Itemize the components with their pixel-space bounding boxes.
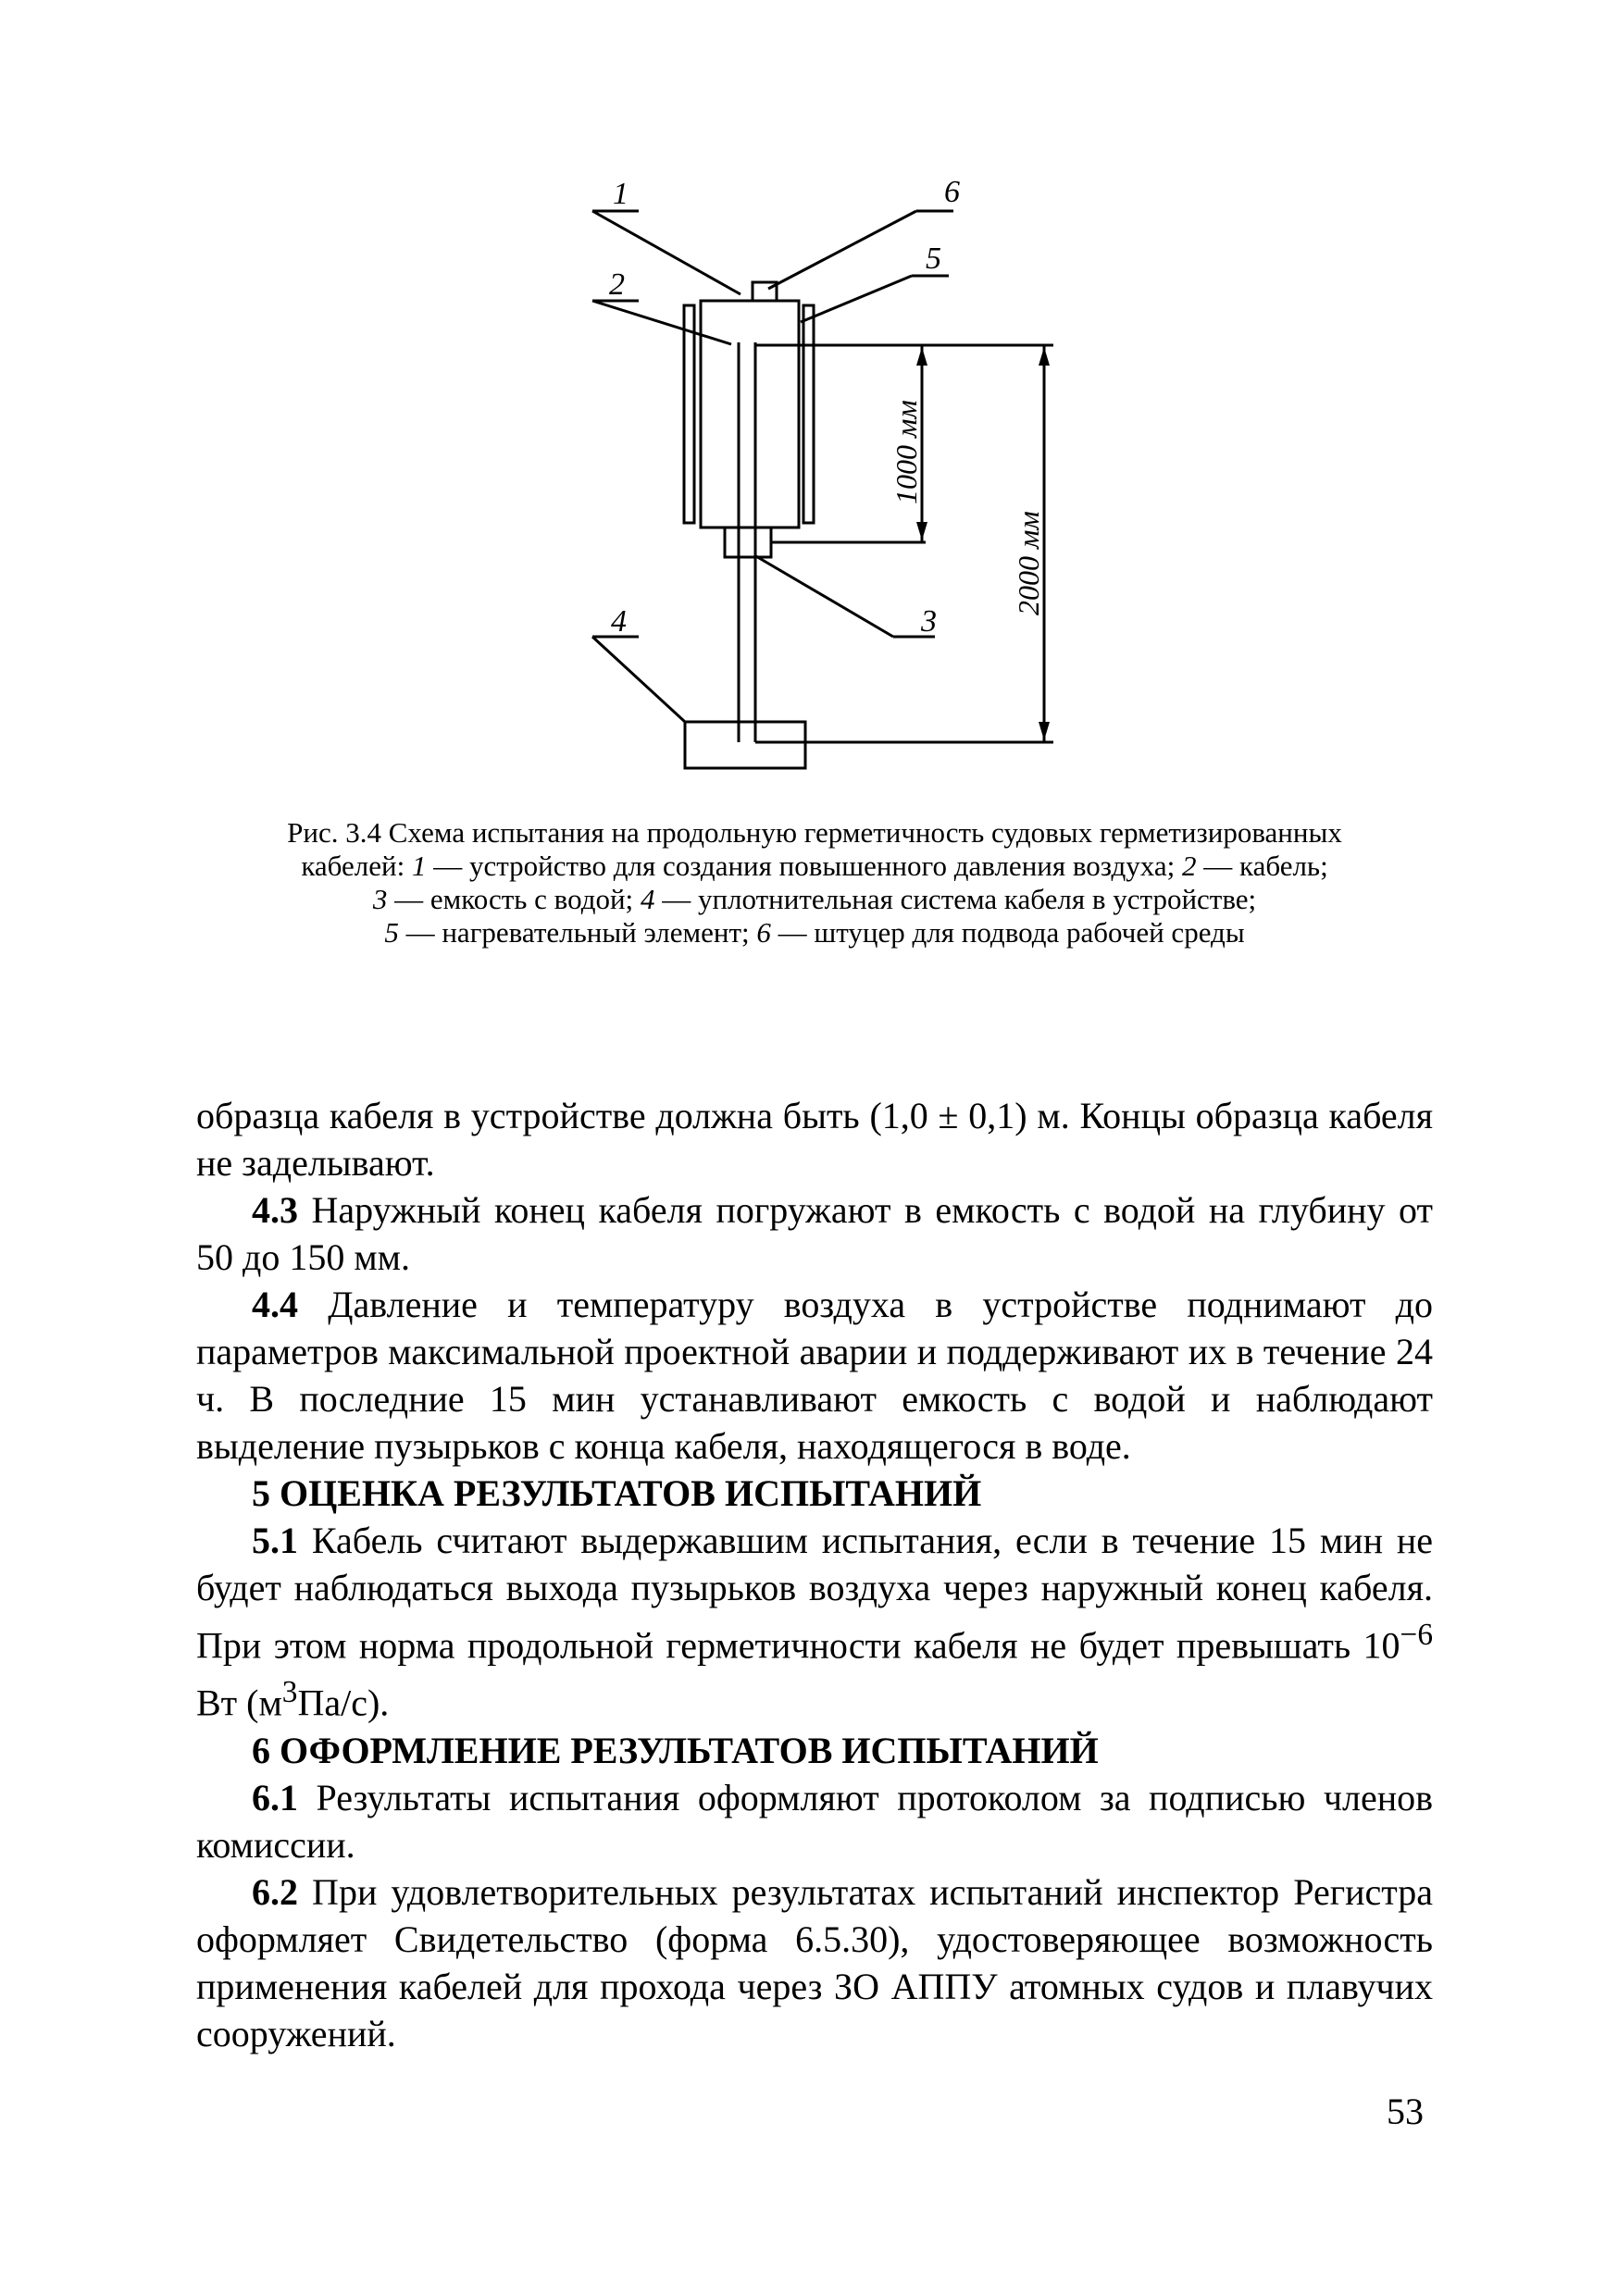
- exponent: −6: [1400, 1618, 1433, 1652]
- clause-text: Наружный конец кабеля погружают в емкость с водой на глубину от 50 до 150 мм.: [196, 1189, 1433, 1278]
- caption-line: [185, 850, 1444, 883]
- paragraph-4-4: [196, 1281, 1433, 1470]
- dimension-1000: 1000 мм: [890, 400, 923, 504]
- caption-ref: 2: [1181, 850, 1197, 882]
- caption-line: [185, 816, 1444, 850]
- clause-number: 4.3: [252, 1189, 298, 1231]
- clause-text: Па/с).: [297, 1682, 390, 1724]
- caption-ref: 6: [756, 916, 771, 949]
- clause-number: 6.1: [252, 1776, 298, 1818]
- paragraph-5-1: [196, 1517, 1433, 1727]
- body-text: [196, 1092, 1433, 2057]
- callout-3: 3: [921, 604, 937, 639]
- section-heading-5: 5 ОЦЕНКА РЕЗУЛЬТАТОВ ИСПЫТАНИЙ: [252, 1472, 982, 1514]
- caption-text: — устройство для создания повышенного давления воздуха;: [426, 850, 1182, 882]
- caption-text: кабелей:: [301, 850, 412, 882]
- figure-caption: [185, 816, 1444, 949]
- callout-6: 6: [944, 175, 960, 209]
- clause-number: 4.4: [252, 1284, 298, 1325]
- section-heading-6: 6 ОФОРМЛЕНИЕ РЕЗУЛЬТАТОВ ИСПЫТАНИЙ: [252, 1729, 1099, 1771]
- caption-ref: 3: [372, 883, 388, 915]
- clause-text: При удовлетворительных результатах испытаний инспектор Регистра оформляет Свидетельство (форма 6.5.30), удостоверяющее возможность применения кабелей для прохода через ЗО АППУ атомных судов и плавучих сооружений.: [196, 1870, 1433, 2054]
- callout-1: 1: [613, 177, 629, 211]
- caption-ref: 5: [384, 916, 399, 949]
- dimension-2000: 2000 мм: [1012, 511, 1045, 615]
- paragraph-6-1: [196, 1774, 1433, 1868]
- callout-2: 2: [609, 267, 625, 302]
- callout-4: 4: [611, 604, 627, 639]
- clause-text: Давление и температуру воздуха в устройстве поднимают до параметров максимальной проектной аварии и поддерживают их в течение 24 ч. В последние 15 мин устанавливают емкость с водой и наблюдают выделение пузырьков с конца кабеля, находящегося в воде.: [196, 1284, 1433, 1467]
- caption-text: — емкость с водой;: [387, 883, 641, 915]
- caption-text: Рис. 3.4 Схема испытания на продольную герметичность судовых герметизированных: [287, 816, 1342, 849]
- clause-text: Вт (м: [196, 1682, 282, 1724]
- clause-number: 5.1: [252, 1520, 298, 1561]
- caption-ref: 1: [411, 850, 427, 882]
- page-number: 53: [1387, 2091, 1424, 2132]
- paragraph-6-2: [196, 1868, 1433, 2057]
- caption-line: [185, 916, 1444, 949]
- clause-number: 6.2: [252, 1870, 298, 1913]
- caption-ref: 4: [640, 883, 655, 915]
- exponent: 3: [281, 1675, 298, 1710]
- caption-line: [185, 883, 1444, 916]
- caption-text: — кабель;: [1196, 850, 1328, 882]
- callout-5: 5: [926, 242, 941, 276]
- test-scheme-figure: [574, 167, 1092, 787]
- paragraph-4-3: [196, 1186, 1433, 1281]
- clause-text: Результаты испытания оформляют протоколом за подписью членов комиссии.: [196, 1776, 1433, 1866]
- paragraph: образца кабеля в устройстве должна быть (1,0 ± 0,1) м. Концы образца кабеля не заделывают.: [196, 1095, 1433, 1184]
- caption-text: — уплотнительная система кабеля в устройстве;: [654, 883, 1257, 915]
- clause-text: Кабель считают выдержавшим испытания, если в течение 15 мин не будет наблюдаться выхода пузырьков воздуха через наружный конец кабеля. При этом норма продольной герметичности кабеля не будет превышать 10: [196, 1520, 1433, 1667]
- caption-text: — штуцер для подвода рабочей среды: [770, 916, 1245, 949]
- caption-text: — нагревательный элемент;: [398, 916, 757, 949]
